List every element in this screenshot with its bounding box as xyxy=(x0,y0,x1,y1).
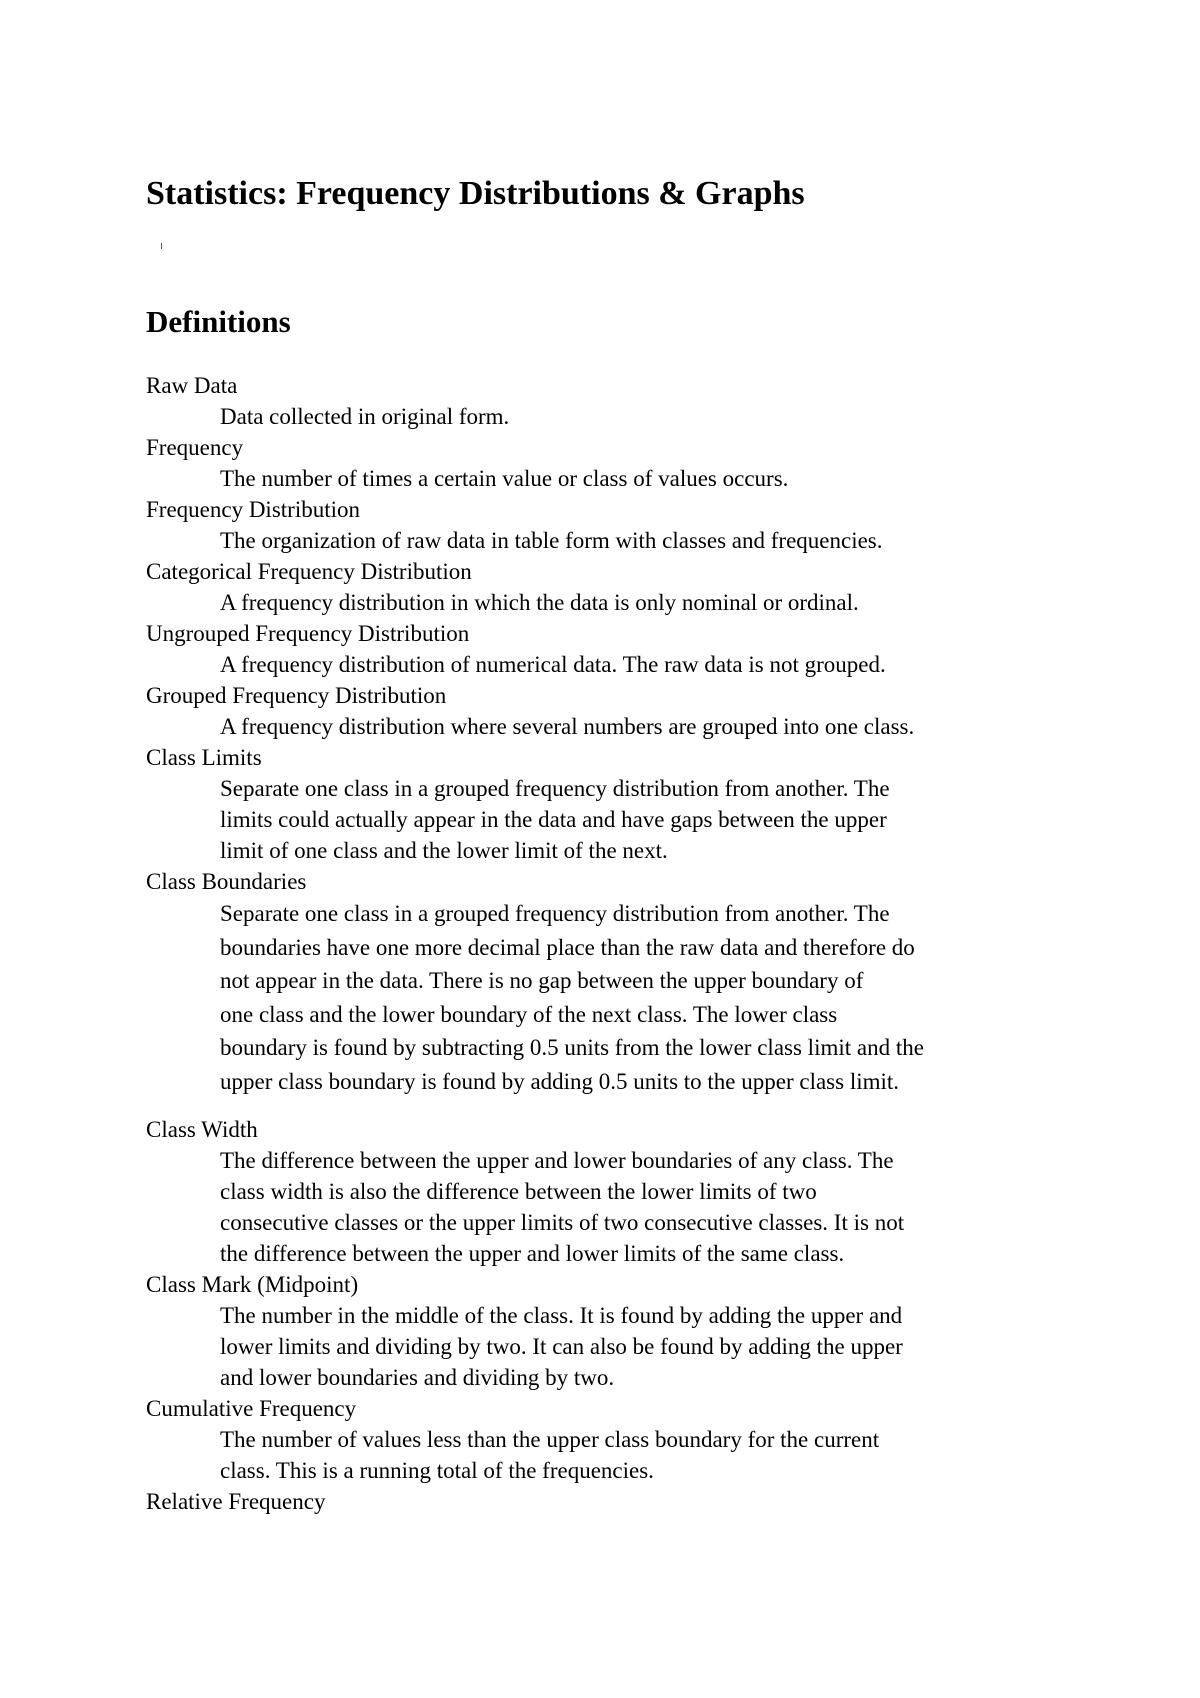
definition-grouped-frequency-distribution xyxy=(146,680,1086,742)
definition-term: Class Boundaries xyxy=(146,869,307,894)
description-line: The number of values less than the upper class boundary for the current xyxy=(220,1427,880,1452)
definition-term: Ungrouped Frequency Distribution xyxy=(146,621,470,646)
definition-class-mark xyxy=(146,1269,1086,1393)
description-line: limit of one class and the lower limit of the next. xyxy=(220,838,668,863)
description-line: The number of times a certain value or class of values occurs. xyxy=(220,466,789,491)
description-line: A frequency distribution of numerical data. The raw data is not grouped. xyxy=(220,652,886,677)
definition-term: Class Limits xyxy=(146,745,262,770)
definition-description xyxy=(146,649,1086,680)
definition-description xyxy=(146,463,1086,494)
description-line: the difference between the upper and lower limits of the same class. xyxy=(220,1241,845,1266)
description-line: and lower boundaries and dividing by two. xyxy=(220,1365,615,1390)
definition-description xyxy=(146,773,1086,866)
description-line: Data collected in original form. xyxy=(220,404,510,429)
definition-cumulative-frequency xyxy=(146,1393,1086,1486)
definition-description xyxy=(146,711,1086,742)
definition-term: Class Width xyxy=(146,1117,258,1142)
description-line: boundaries have one more decimal place than the raw data and therefore do xyxy=(220,934,915,960)
description-line: A frequency distribution where several numbers are grouped into one class. xyxy=(220,714,915,739)
definition-term: Categorical Frequency Distribution xyxy=(146,559,472,584)
description-line: upper class boundary is found by adding 0.5 units to the upper class limit. xyxy=(220,1068,900,1094)
definition-description xyxy=(146,401,1086,432)
description-line: The difference between the upper and lower boundaries of any class. The xyxy=(220,1148,894,1173)
section-heading-definitions: Definitions xyxy=(146,304,291,339)
description-line: A frequency distribution in which the data is only nominal or ordinal. xyxy=(220,590,859,615)
definition-term: Cumulative Frequency xyxy=(146,1396,357,1421)
definitions-list xyxy=(146,370,1086,1517)
definition-raw-data xyxy=(146,370,1086,432)
page-title: Statistics: Frequency Distributions & Graphs xyxy=(146,175,805,212)
definition-ungrouped-frequency-distribution xyxy=(146,618,1086,680)
definition-class-boundaries xyxy=(146,866,1086,1098)
definition-class-limits xyxy=(146,742,1086,866)
definition-description xyxy=(146,1300,1086,1393)
definition-categorical-frequency-distribution xyxy=(146,556,1086,618)
definition-term: Raw Data xyxy=(146,373,238,398)
description-line: one class and the lower boundary of the next class. The lower class xyxy=(220,1001,838,1027)
definition-relative-frequency xyxy=(146,1486,1086,1517)
definition-term: Frequency xyxy=(146,435,244,460)
stray-mark xyxy=(161,243,162,249)
definition-description xyxy=(146,587,1086,618)
definition-term: Class Mark (Midpoint) xyxy=(146,1272,359,1297)
definition-frequency-distribution xyxy=(146,494,1086,556)
definition-description xyxy=(146,525,1086,556)
definition-term: Frequency Distribution xyxy=(146,497,360,522)
definition-description xyxy=(146,1424,1086,1486)
definition-description xyxy=(146,1145,1086,1269)
definition-term: Relative Frequency xyxy=(146,1489,326,1514)
description-line: boundary is found by subtracting 0.5 units from the lower class limit and the xyxy=(220,1035,924,1060)
description-line: The number in the middle of the class. It is found by adding the upper and xyxy=(220,1303,903,1328)
definition-term: Grouped Frequency Distribution xyxy=(146,683,447,708)
description-line: consecutive classes or the upper limits of two consecutive classes. It is not xyxy=(220,1210,905,1235)
definition-class-width xyxy=(146,1114,1086,1269)
description-line: class. This is a running total of the frequencies. xyxy=(220,1458,654,1483)
description-line: lower limits and dividing by two. It can also be found by adding the upper xyxy=(220,1334,903,1359)
description-line: class width is also the difference between the lower limits of two xyxy=(220,1179,817,1204)
description-line: The organization of raw data in table form with classes and frequencies. xyxy=(220,528,883,553)
definition-frequency xyxy=(146,432,1086,494)
description-line: not appear in the data. There is no gap between the upper boundary of xyxy=(220,968,864,993)
description-line: Separate one class in a grouped frequency distribution from another. The xyxy=(220,776,890,801)
description-line: limits could actually appear in the data and have gaps between the upper xyxy=(220,807,887,832)
definition-description xyxy=(146,897,1086,1098)
description-line: Separate one class in a grouped frequency distribution from another. The xyxy=(220,901,890,926)
